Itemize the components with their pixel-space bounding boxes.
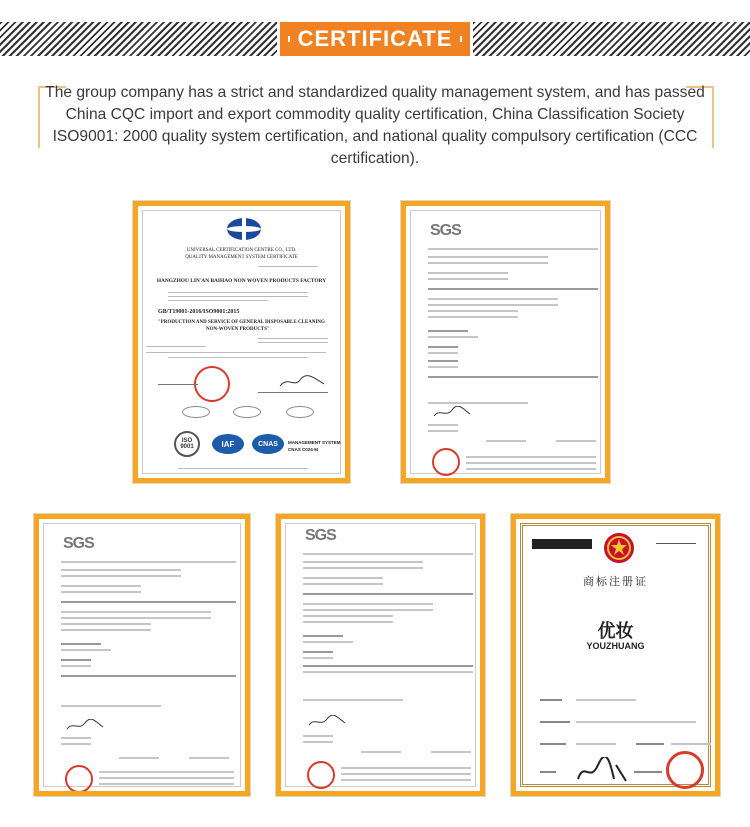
report-line (61, 611, 211, 613)
report-line (303, 567, 423, 569)
cert-bottom-line (178, 468, 308, 469)
report-line (61, 743, 91, 745)
field-label-line (634, 771, 662, 773)
report-line (61, 629, 151, 631)
report-line (119, 757, 159, 759)
cert-scope-line1: "PRODUCTION AND SERVICE OF GENERAL DISPOSABLE CLEANING (158, 320, 325, 325)
surveillance-oval-1 (182, 406, 210, 418)
report-line (61, 561, 236, 563)
org-stamp-line (158, 384, 198, 385)
report-line-bold (428, 360, 458, 362)
report-line (61, 623, 151, 625)
report-line (99, 777, 234, 779)
report-line (303, 657, 333, 659)
report-line (428, 336, 478, 338)
sgs-report-2 (34, 514, 250, 796)
cert-note-line2 (168, 357, 308, 358)
cert-standard: GB/T19001-2016/ISO9001:2015 (158, 309, 240, 315)
report-line (61, 569, 181, 571)
report-line-bold (303, 665, 473, 667)
report-line (303, 699, 403, 701)
report-line (61, 737, 91, 739)
sgs-report-3 (276, 514, 485, 796)
report-line (341, 779, 471, 781)
cert-number-line (656, 543, 696, 544)
surveillance-oval-3 (286, 406, 314, 418)
banner-title: CERTIFICATE (297, 26, 453, 51)
report-line (466, 462, 596, 464)
report-line (61, 665, 91, 667)
report-line-bold (428, 346, 458, 348)
report-line (486, 440, 526, 442)
cert-address-line1 (168, 292, 308, 293)
report-line-bold (303, 651, 333, 653)
report-line (428, 262, 548, 264)
signature-icon (432, 406, 472, 420)
red-seal-icon (65, 765, 93, 793)
field-value-line (671, 743, 711, 745)
report-line (428, 402, 528, 404)
cert-date-line1 (258, 338, 328, 339)
report-line (361, 751, 401, 753)
report-line (303, 561, 423, 563)
report-line (428, 316, 518, 318)
report-line (303, 615, 393, 617)
report-line (303, 621, 393, 623)
cert-issue-line (146, 346, 206, 347)
report-line (428, 272, 508, 274)
field-label-line (540, 721, 570, 723)
field-label-line (636, 743, 664, 745)
cert-address-line3 (168, 300, 268, 301)
report-line (303, 641, 353, 643)
report-line-bold (428, 330, 468, 332)
report-line (428, 298, 558, 300)
trademark-brand-en: YOUZHUANG (586, 641, 645, 651)
header-hatch-right (473, 22, 750, 56)
cert-org-line2: QUALITY MANAGEMENT SYSTEM CERTIFICATE (185, 255, 298, 260)
iso-logo-icon: ISO 9001 (174, 431, 200, 457)
report-line (428, 248, 598, 250)
report-line (303, 735, 333, 737)
report-line (303, 671, 473, 673)
cert-footer-text: MANAGEMENT SYSTEM (288, 440, 341, 445)
sgs-logo: SGS (63, 535, 94, 552)
banner-dot-right-icon (460, 36, 462, 42)
report-line-bold (61, 675, 236, 677)
report-line (428, 366, 458, 368)
cert-org-line1: UNIVERSAL CERTIFICATION CENTRE CO., LTD. (186, 248, 297, 253)
report-line (303, 577, 383, 579)
trademark-header-bar (532, 539, 592, 549)
cnas-logo-icon: CNAS (252, 434, 284, 454)
red-seal-icon (307, 761, 335, 789)
report-line (428, 304, 558, 306)
cert-company: HANGZHOU LIN'AN BAIHAO NON WOVEN PRODUCTS FACTORY (156, 278, 327, 284)
report-line-bold (303, 635, 343, 637)
report-line (341, 767, 471, 769)
report-line (61, 649, 111, 651)
report-line (61, 591, 141, 593)
field-label-line (540, 699, 562, 701)
trademark-certificate (511, 514, 720, 796)
report-line (556, 440, 596, 442)
national-emblem-icon (602, 531, 636, 565)
signature-icon (278, 374, 328, 390)
report-line (99, 783, 234, 785)
report-line (428, 424, 458, 426)
report-line (428, 430, 458, 432)
rep-line (258, 392, 328, 393)
report-line (99, 771, 234, 773)
cert-address-line2 (168, 296, 308, 297)
red-seal-icon (432, 448, 460, 476)
signature-icon (307, 715, 347, 729)
report-line (341, 773, 471, 775)
report-line (303, 583, 383, 585)
intro-paragraph: The group company has a strict and standardized quality management system, and has passed China CQC import and export commodity quality certification, China Classification Society ISO9001: 2000 quality system certification, and national quality compulsory certification (CCC certification). (45, 84, 705, 167)
field-value-line (576, 721, 696, 723)
sgs-logo: SGS (305, 527, 336, 544)
red-seal-icon (194, 366, 230, 402)
report-line (428, 352, 458, 354)
field-value-line (576, 699, 636, 701)
report-line (189, 757, 229, 759)
field-value-line (576, 743, 616, 745)
iso9001-certificate (133, 201, 350, 483)
report-line (431, 751, 471, 753)
red-seal-icon (666, 751, 704, 789)
signature-icon (574, 757, 630, 787)
field-label-line (540, 771, 556, 773)
trademark-brand-cn: 优妆 (597, 621, 634, 642)
cert-date-line2 (258, 342, 328, 343)
trademark-title: 商标注册证 (583, 575, 648, 588)
report-line-bold (428, 288, 598, 290)
cert-scope-line2: NON-WOVEN PRODUCTS" (206, 327, 270, 332)
report-line (61, 617, 211, 619)
report-line (428, 256, 548, 258)
sgs-report-1 (401, 201, 610, 483)
sgs-logo: SGS (430, 222, 461, 239)
report-line-bold (303, 593, 473, 595)
report-line-bold (428, 376, 598, 378)
header-hatch-left (0, 22, 277, 56)
cert-note-line1 (146, 352, 326, 353)
report-line (466, 468, 596, 470)
banner-dot-left-icon (288, 36, 290, 42)
report-line (61, 585, 141, 587)
report-line-bold (61, 643, 101, 645)
report-line (61, 705, 161, 707)
report-line (303, 603, 433, 605)
ucc-globe-icon (224, 216, 264, 242)
report-line (61, 575, 181, 577)
intro-frame-right (712, 86, 714, 148)
signature-icon (65, 719, 105, 733)
report-line (466, 456, 596, 458)
certificate-banner (280, 22, 470, 56)
report-line (303, 553, 473, 555)
surveillance-oval-2 (233, 406, 261, 418)
report-line-bold (61, 659, 91, 661)
report-line (303, 741, 333, 743)
cert-number-line (258, 266, 318, 267)
report-line (428, 278, 508, 280)
report-line (303, 609, 433, 611)
iaf-logo-icon: IAF (212, 434, 244, 454)
report-line-bold (61, 601, 236, 603)
cert-footer-code: CNAS C024-M (288, 447, 319, 452)
field-label-line (540, 743, 566, 745)
report-line (428, 310, 518, 312)
